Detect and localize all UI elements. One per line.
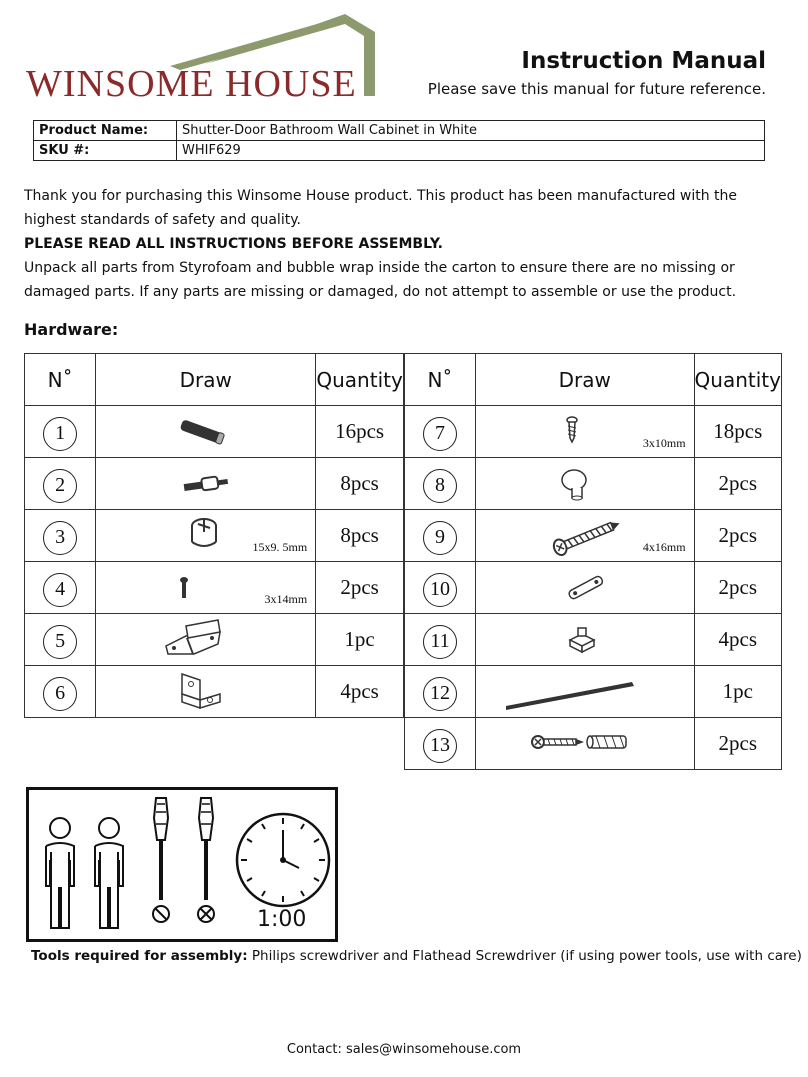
hardware-table-left <box>24 353 404 718</box>
person-icon <box>95 818 123 928</box>
part-number: 2 <box>43 469 77 503</box>
col-header-qty: Quantity <box>316 354 404 406</box>
shelf-support-icon <box>476 614 694 665</box>
clock-icon <box>237 814 329 906</box>
table-row <box>405 406 782 458</box>
part-number: 4 <box>43 573 77 607</box>
part-size: 3x10mm <box>642 436 686 450</box>
cam-bolt-icon <box>96 458 314 509</box>
sku-row <box>34 141 765 161</box>
person-icon <box>46 818 74 928</box>
product-name-row <box>34 121 765 141</box>
product-name-value: Shutter-Door Bathroom Wall Cabinet in White <box>177 121 765 141</box>
col-header-qty: Quantity <box>694 354 781 406</box>
part-size: 15x9. 5mm <box>252 540 308 554</box>
tools-description: Philips screwdriver and Flathead Screwdriver (if using power tools, use with care) <box>247 948 802 964</box>
table-row <box>405 614 782 666</box>
table-row <box>25 666 404 718</box>
part-quantity: 16pcs <box>316 406 404 458</box>
philips-screwdriver-icon <box>198 798 214 922</box>
contact-info: Contact: sales@winsomehouse.com <box>286 1042 522 1057</box>
part-quantity: 2pcs <box>694 458 781 510</box>
page-title: Instruction Manual <box>521 48 766 74</box>
part-quantity: 18pcs <box>694 406 781 458</box>
part-number: 12 <box>423 677 457 711</box>
rod-icon <box>476 666 694 717</box>
table-row <box>25 562 404 614</box>
flathead-screwdriver-icon <box>153 798 169 922</box>
unpack-paragraph: Unpack all parts from Styrofoam and bubble wrap inside the carton to ensure there are no missing or damaged parts. If any parts are missing or damaged, do not attempt to assemble or use the product. <box>24 260 737 300</box>
l-bracket-icon <box>96 666 314 717</box>
col-header-draw: Draw <box>96 354 316 406</box>
col-header-num: N˚ <box>25 354 96 406</box>
part-quantity: 2pcs <box>694 562 781 614</box>
sku-label: SKU #: <box>34 141 177 161</box>
part-number: 6 <box>43 677 77 711</box>
table-row <box>25 458 404 510</box>
part-number: 13 <box>423 729 457 763</box>
part-number: 1 <box>43 417 77 451</box>
hardware-table-right <box>404 353 782 770</box>
table-header-row <box>25 354 404 406</box>
part-number: 7 <box>423 417 457 451</box>
table-row <box>405 510 782 562</box>
anchor-screw-icon <box>476 718 694 769</box>
sku-value: WHIF629 <box>177 141 765 161</box>
table-row <box>25 614 404 666</box>
tools-label: Tools required for assembly: <box>31 948 248 964</box>
part-number: 8 <box>423 469 457 503</box>
product-info-table <box>33 120 765 161</box>
table-row <box>405 666 782 718</box>
part-quantity: 4pcs <box>694 614 781 666</box>
brand-logo: WINSOME HOUSE <box>26 63 357 105</box>
part-size: 3x14mm <box>264 592 308 606</box>
hardware-heading: Hardware: <box>24 320 119 339</box>
table-row <box>405 458 782 510</box>
part-quantity: 2pcs <box>316 562 404 614</box>
part-quantity: 8pcs <box>316 458 404 510</box>
col-header-num: N˚ <box>405 354 476 406</box>
table-row <box>25 510 404 562</box>
intro-paragraph: Thank you for purchasing this Winsome House product. This product has been manufactured with the highest standards of safety and quality. <box>24 188 738 228</box>
col-header-draw: Draw <box>475 354 694 406</box>
read-instructions-warning: PLEASE READ ALL INSTRUCTIONS BEFORE ASSEMBLY. <box>24 236 443 252</box>
part-quantity: 8pcs <box>316 510 404 562</box>
assembly-time: 1:00 <box>257 907 307 932</box>
part-number: 3 <box>43 521 77 555</box>
table-row <box>405 562 782 614</box>
flat-plate-icon <box>476 562 694 613</box>
part-quantity: 2pcs <box>694 718 781 770</box>
knob-icon <box>476 458 694 509</box>
part-quantity: 1pc <box>694 666 781 718</box>
part-number: 5 <box>43 625 77 659</box>
table-row <box>25 406 404 458</box>
table-row <box>405 718 782 770</box>
part-quantity: 2pcs <box>694 510 781 562</box>
table-header-row <box>405 354 782 406</box>
page-subtitle: Please save this manual for future reference. <box>427 80 766 98</box>
magnetic-catch-icon <box>96 614 314 665</box>
part-quantity: 4pcs <box>316 666 404 718</box>
part-number: 11 <box>423 625 457 659</box>
part-number: 9 <box>423 521 457 555</box>
part-quantity: 1pc <box>316 614 404 666</box>
product-name-label: Product Name: <box>34 121 177 141</box>
dowel-icon <box>96 406 314 457</box>
part-size: 4x16mm <box>642 540 686 554</box>
tools-required-text <box>31 948 802 964</box>
part-number: 10 <box>423 573 457 607</box>
